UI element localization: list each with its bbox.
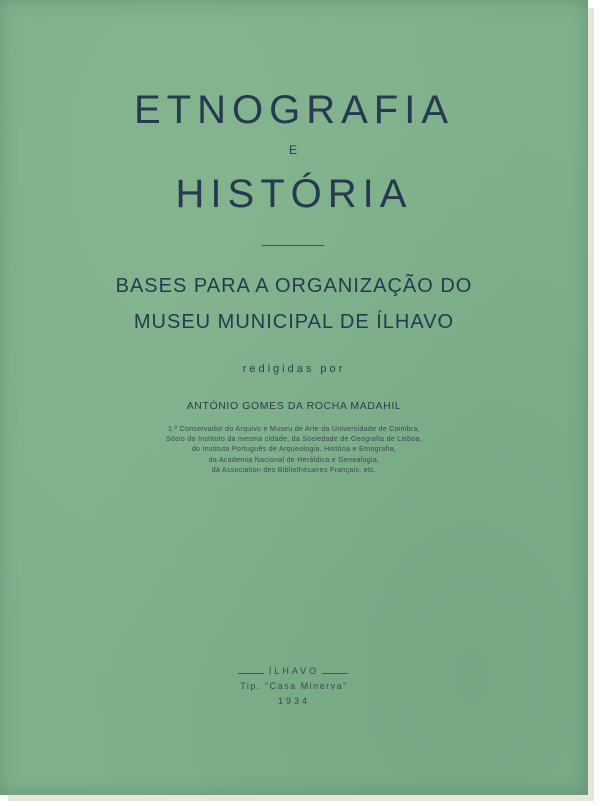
page-edge-bottom (8, 795, 594, 801)
page-edge-right (588, 8, 594, 800)
title-line-1: ETNOGRAFIA (133, 88, 455, 132)
author-credentials (0, 425, 588, 476)
title-conjunction: E (288, 143, 299, 157)
title-divider (262, 245, 324, 246)
byline: redigidas por (242, 363, 346, 375)
credential-line: Sócio do Instituto da mesma cidade, da Sociedade de Geografia de Lisboa, (166, 436, 422, 444)
subtitle-line-2: MUSEU MUNICIPAL DE ÍLHAVO (133, 311, 455, 333)
author-name: ANTÓNIO GOMES DA ROCHA MADAHIL (186, 400, 402, 412)
imprint-place: ÍLHAVO (268, 666, 320, 676)
credential-line: da Association des Bibliothécaires Français, etc. (211, 466, 377, 474)
credential-line: 1.º Conservador do Arquivo e Museu de Arte da Universidade de Coimbra, (168, 426, 420, 433)
credential-line: da Academia Nacional de Heráldica e Genealogia, (208, 456, 380, 464)
imprint-press: Tip. "Casa Minerva" (240, 681, 348, 691)
subtitle-line-1: BASES PARA A ORGANIZAÇÃO DO (115, 275, 473, 297)
imprint-year: 1934 (277, 696, 311, 706)
credential-line: do Instituto Português de Arqueologia, História e Etnografia, (191, 446, 397, 454)
title-line-2: HISTÓRIA (175, 172, 413, 216)
